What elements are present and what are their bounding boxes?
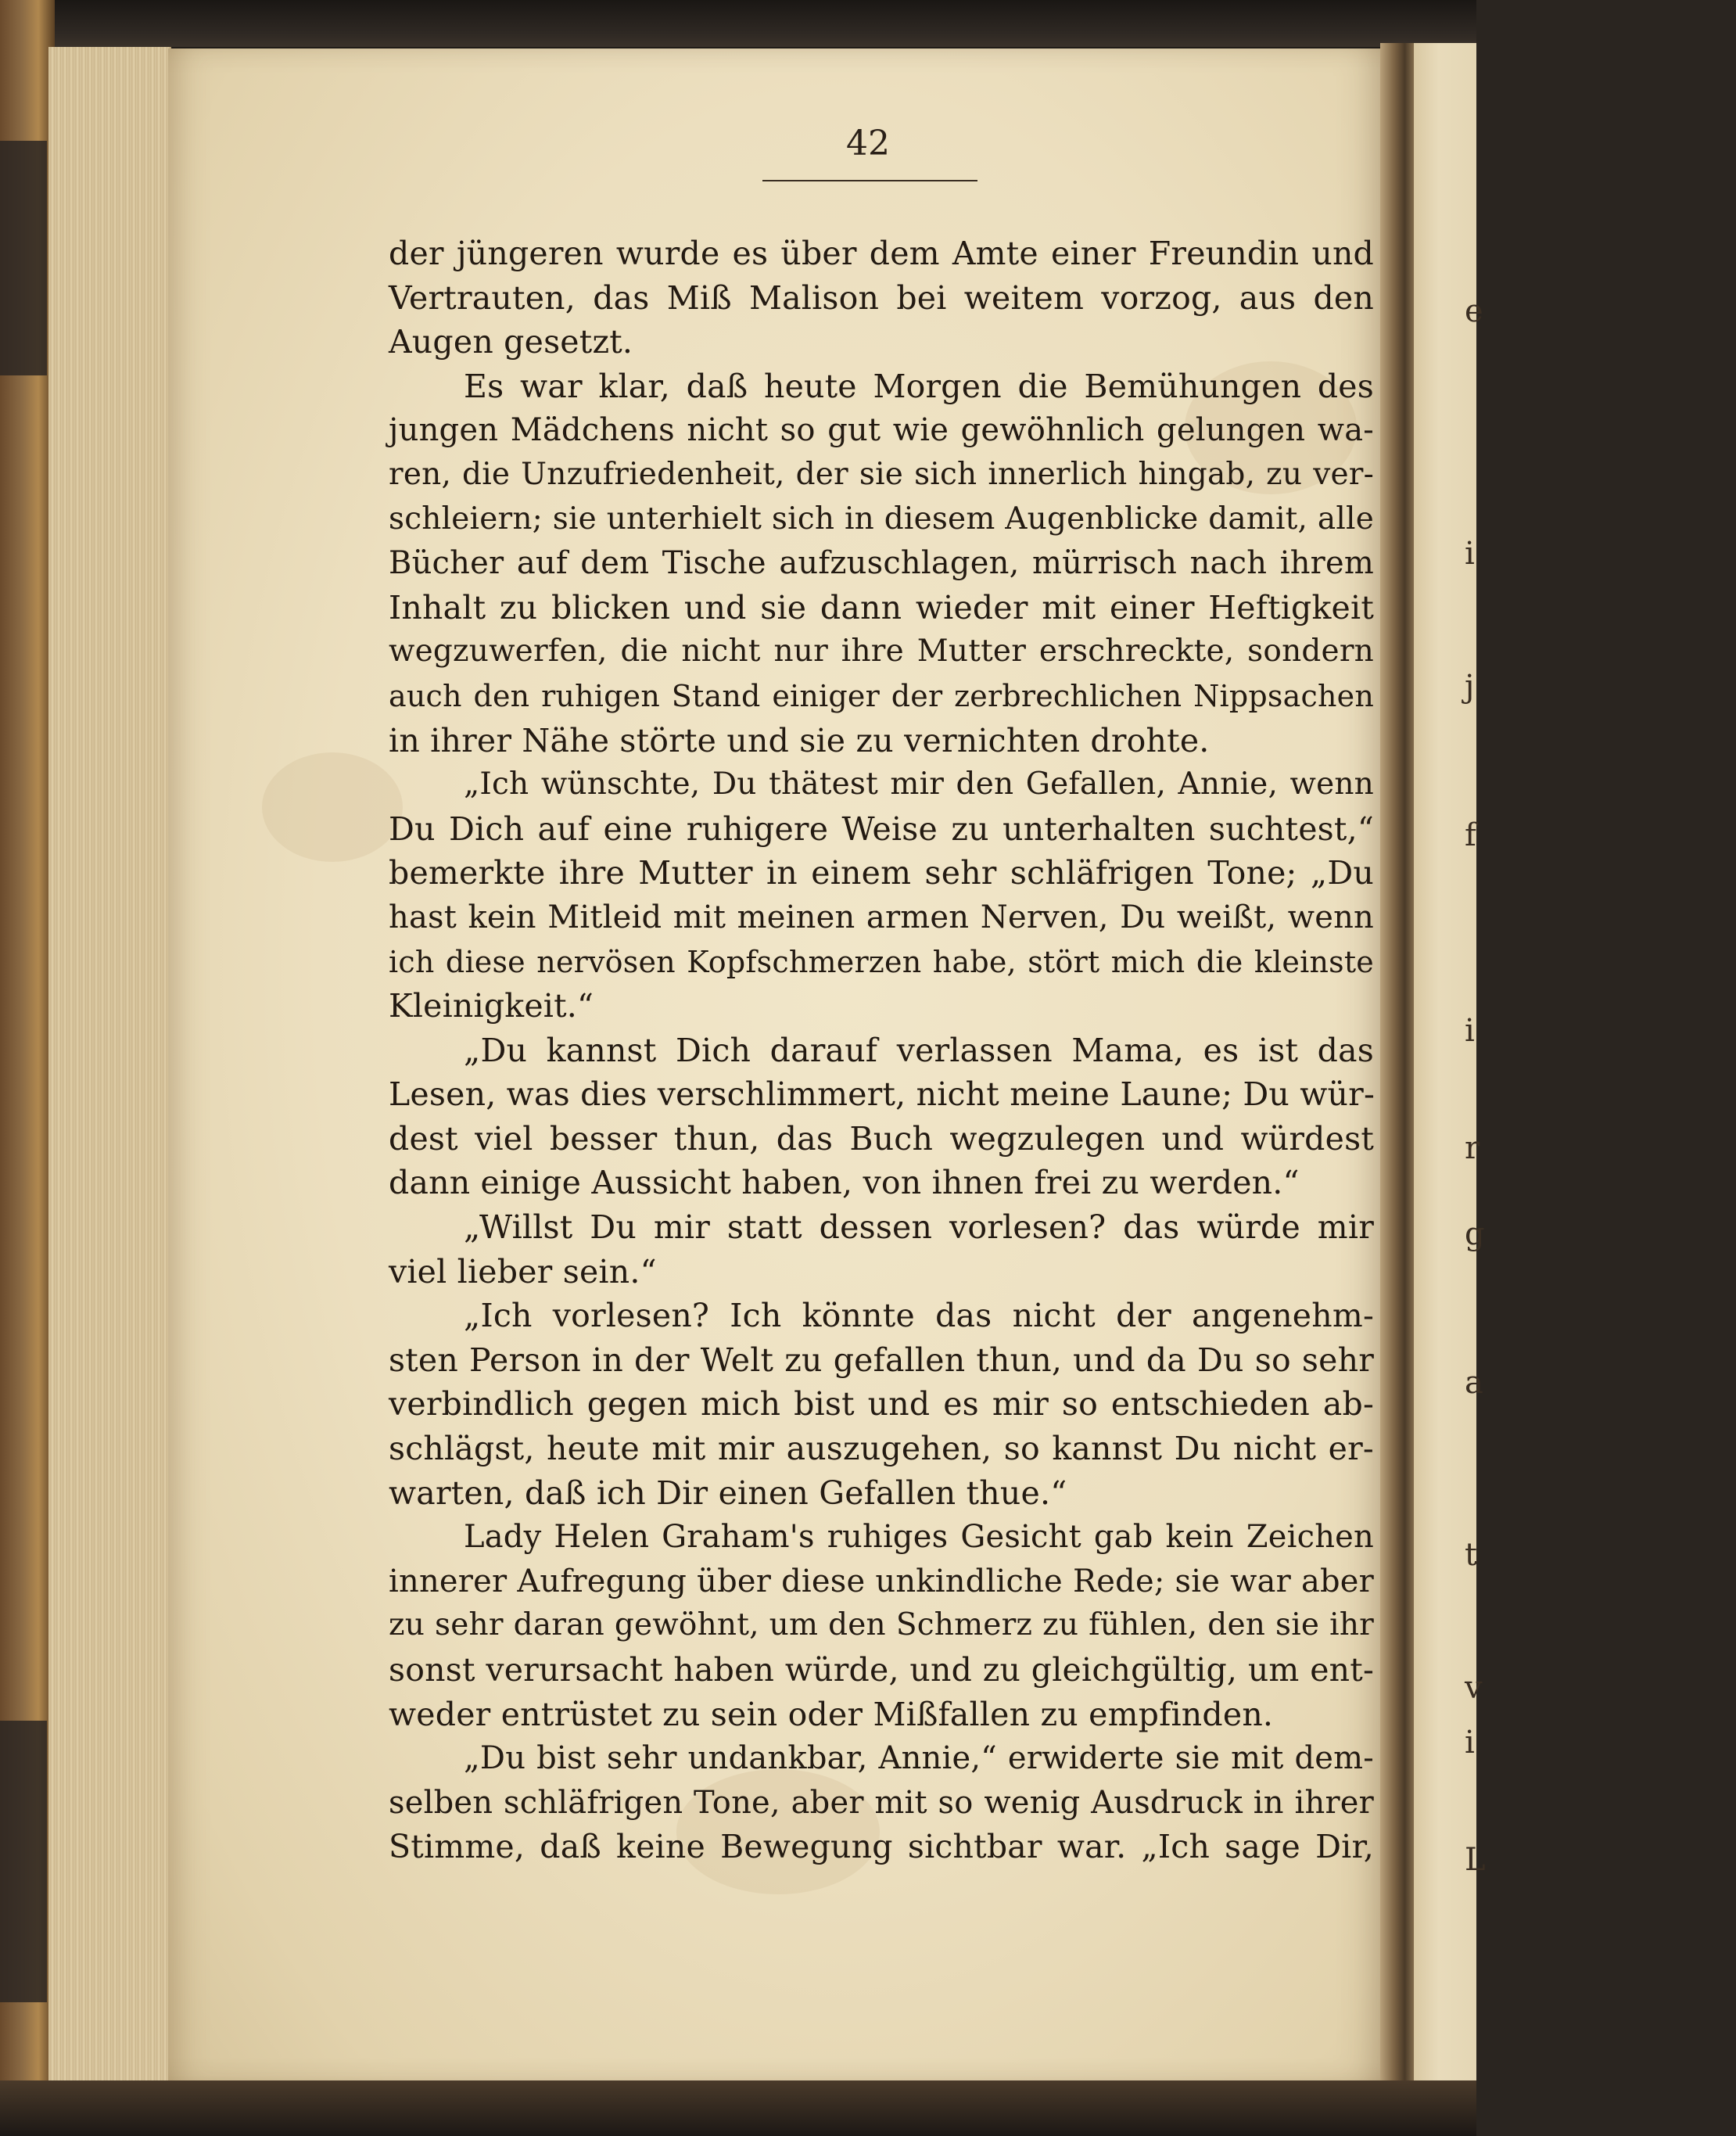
- text-line: innerer Aufregung über diese unkindliche Rede; sie war aber: [389, 1563, 1374, 1599]
- text-line: Lesen, was dies verschlimmert, nicht meine Laune; Du wür-: [389, 1075, 1375, 1114]
- binding-top-edge: [0, 0, 1476, 47]
- cover-corner-top: [0, 141, 47, 375]
- fragment-text: a: [1465, 1365, 1483, 1401]
- text-line: warten, daß ich Dir einen Gefallen thue.“: [389, 1474, 1067, 1512]
- text-line: „Ich vorlesen? Ich könnte das nicht der angenehm-: [464, 1297, 1374, 1335]
- text-line: Kleinigkeit.“: [389, 987, 594, 1025]
- text-line: viel lieber sein.“: [389, 1252, 657, 1291]
- cover-corner-bottom: [0, 1721, 47, 2002]
- text-line: Vertrauten, das Miß Malison bei weitem vorzog, aus den: [389, 278, 1374, 317]
- text-line: Inhalt zu blicken und sie dann wieder mit einer Heftigkeit: [389, 588, 1374, 626]
- text-line: hast kein Mitleid mit meinen armen Nerven, Du weißt, wenn: [389, 899, 1374, 935]
- fragment-text: i: [1465, 536, 1475, 572]
- fragment-text: i: [1465, 1013, 1475, 1049]
- fragment-text: t: [1465, 1537, 1478, 1573]
- page-edges-stack: [48, 47, 171, 2088]
- fragment-text: g: [1465, 1216, 1485, 1252]
- text-line: „Du kannst Dich darauf verlassen Mama, es ist das: [464, 1031, 1374, 1069]
- fragment-text: r: [1465, 1130, 1480, 1166]
- fragment-text: v: [1465, 1670, 1483, 1706]
- text-line: dann einige Aussicht haben, von ihnen frei zu werden.“: [389, 1164, 1300, 1202]
- text-line: wegzuwerfen, die nicht nur ihre Mutter erschreckte, sondern: [389, 634, 1374, 670]
- page-gutter: [1380, 43, 1415, 2088]
- header-rule: [762, 180, 977, 181]
- text-line: „Willst Du mir statt dessen vorlesen? das würde mir: [464, 1208, 1374, 1247]
- text-line: zu sehr daran gewöhnt, um den Schmerz zu fühlen, den sie ihr: [389, 1607, 1374, 1643]
- text-line: dest viel besser thun, das Buch wegzulegen und würdest: [389, 1119, 1374, 1158]
- facing-page-sliver: [1414, 43, 1486, 2088]
- binding-bottom-edge: [0, 2080, 1476, 2136]
- fragment-text: j: [1465, 669, 1475, 705]
- text-line: weder entrüstet zu sein oder Mißfallen zu empfinden.: [389, 1695, 1274, 1733]
- fragment-text: L: [1465, 1842, 1486, 1878]
- text-line: auch den ruhigen Stand einiger der zerbrechlichen Nippsachen: [389, 678, 1374, 713]
- fragment-text: f: [1465, 817, 1476, 853]
- body-text: [389, 232, 1374, 1869]
- text-line: Stimme, daß keine Bewegung sichtbar war. „Ich sage Dir,: [389, 1828, 1374, 1866]
- text-line: schlägst, heute mit mir auszugehen, so kannst Du nicht er-: [389, 1430, 1374, 1468]
- text-line: schleiern; sie unterhielt sich in diesem Augenblicke damit, alle: [389, 501, 1374, 537]
- text-line: sten Person in der Welt zu gefallen thun, und da Du so sehr: [389, 1341, 1374, 1379]
- text-line: selben schläfrigen Tone, aber mit so wenig Ausdruck in ihrer: [389, 1784, 1374, 1821]
- text-line: ren, die Unzufriedenheit, der sie sich innerlich hingab, zu ver-: [389, 456, 1374, 492]
- text-line: Lady Helen Graham's ruhiges Gesicht gab kein Zeichen: [464, 1519, 1374, 1556]
- text-line: in ihrer Nähe störte und sie zu vernichten drohte.: [389, 721, 1210, 759]
- text-line: Augen gesetzt.: [389, 323, 633, 361]
- text-line: bemerkte ihre Mutter in einem sehr schläfrigen Tone; „Du: [389, 854, 1374, 892]
- fragment-text: i: [1465, 1725, 1475, 1761]
- text-line: Du Dich auf eine ruhigere Weise zu unterhalten suchtest,“: [389, 810, 1374, 848]
- page-number: 42: [846, 124, 890, 163]
- text-line: Bücher auf dem Tische aufzuschlagen, mürrisch nach ihrem: [389, 545, 1374, 582]
- fragment-text: e: [1465, 293, 1483, 329]
- text-line: der jüngeren wurde es über dem Amte einer Freundin und: [389, 235, 1374, 272]
- text-line: „Ich wünschte, Du thätest mir den Gefallen, Annie, wenn: [464, 766, 1374, 802]
- text-line: ich diese nervösen Kopfschmerzen habe, stört mich die kleinste: [389, 944, 1374, 979]
- text-line: sonst verursacht haben würde, und zu gleichgültig, um ent-: [389, 1651, 1374, 1689]
- text-line: „Du bist sehr undankbar, Annie,“ erwiderte sie mit dem-: [464, 1740, 1374, 1777]
- text-line: verbindlich gegen mich bist und es mir so entschieden ab-: [389, 1385, 1374, 1423]
- text-line: jungen Mädchens nicht so gut wie gewöhnlich gelungen wa-: [389, 412, 1374, 449]
- text-line: Es war klar, daß heute Morgen die Bemühungen des: [464, 367, 1374, 405]
